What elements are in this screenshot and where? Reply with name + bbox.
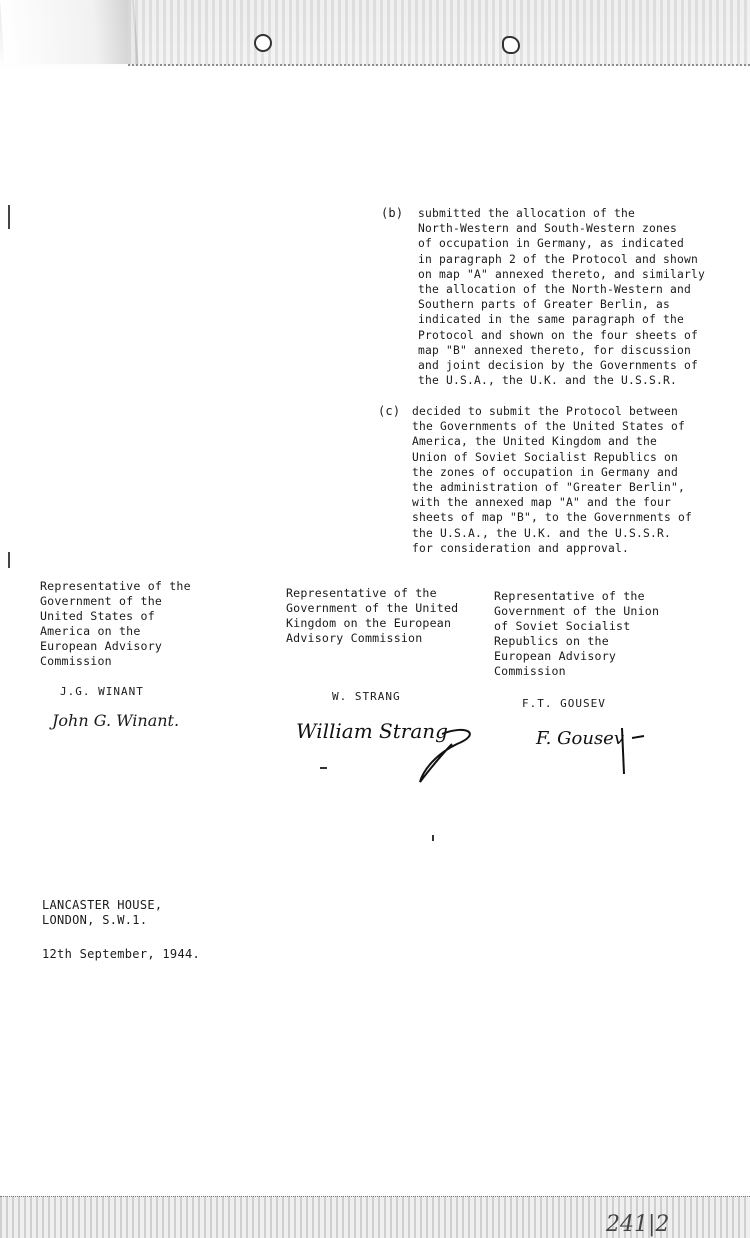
signatory-us-title: Representative of the Government of the United States of America on the European Advisory Commission (40, 579, 191, 668)
signature-script: F. Gousev (536, 728, 624, 749)
signatory-ussr-title: Representative of the Government of the Union of Soviet Socialist Republics on the European Advisory Commission (494, 589, 660, 678)
margin-mark (8, 552, 10, 568)
ink-speck (432, 835, 434, 841)
signatory-uk-name: W. STRANG (332, 690, 401, 703)
signatory-uk-signature (292, 704, 492, 786)
paragraph-marker: (b) (381, 206, 404, 220)
paragraph-text: decided to submit the Protocol between the Governments of the United States of America, the United Kingdom and the Union of Soviet Socialist Republics on the zones of occupation in Germany and the administration of "Greater Berlin", with the annexed map "A" and the four sheets of map "B", to the Governments of the U.S.A., the U.K. and the U.S.S.R. for consideration and approval. (412, 405, 693, 555)
punch-hole-right (502, 36, 520, 54)
paragraph-marker: (c) (378, 404, 401, 418)
signature-script: William Strang (296, 719, 448, 743)
paragraph-b (381, 206, 741, 396)
paragraph-c (378, 404, 743, 564)
punch-hole-left (254, 34, 272, 52)
ink-speck (320, 767, 327, 769)
scan-folded-corner (0, 0, 138, 64)
scan-top-edge (128, 0, 750, 66)
signature-script: John G. Winant. (52, 711, 180, 730)
signatory-us-name: J.G. WINANT (60, 685, 144, 698)
archive-number: 241|2 (606, 1212, 670, 1237)
footer-date: 12th September, 1944. (42, 947, 201, 961)
signatory-ussr-name: F.T. GOUSEV (522, 697, 606, 710)
signatory-us-signature (48, 700, 198, 740)
margin-mark (8, 205, 10, 229)
signatory-ussr-signature (532, 708, 662, 780)
paragraph-text: submitted the allocation of the North-Western and South-Western zones of occupation in Germany, as indicated in paragraph 2 of the Protocol and shown on map "A" annexed thereto, and similarly the allocation of the North-Western and Southern parts of Greater Berlin, as indicated in the same paragraph of the Protocol and shown on the four sheets of map "B" annexed thereto, for discussion and joint decision by the Governments of the U.S.A., the U.K. and the U.S.S.R. (418, 207, 706, 388)
signatory-uk-title: Representative of the Government of the United Kingdom on the European Advisory Commission (286, 586, 459, 645)
footer-address: LANCASTER HOUSE, LONDON, S.W.1. (42, 898, 163, 927)
